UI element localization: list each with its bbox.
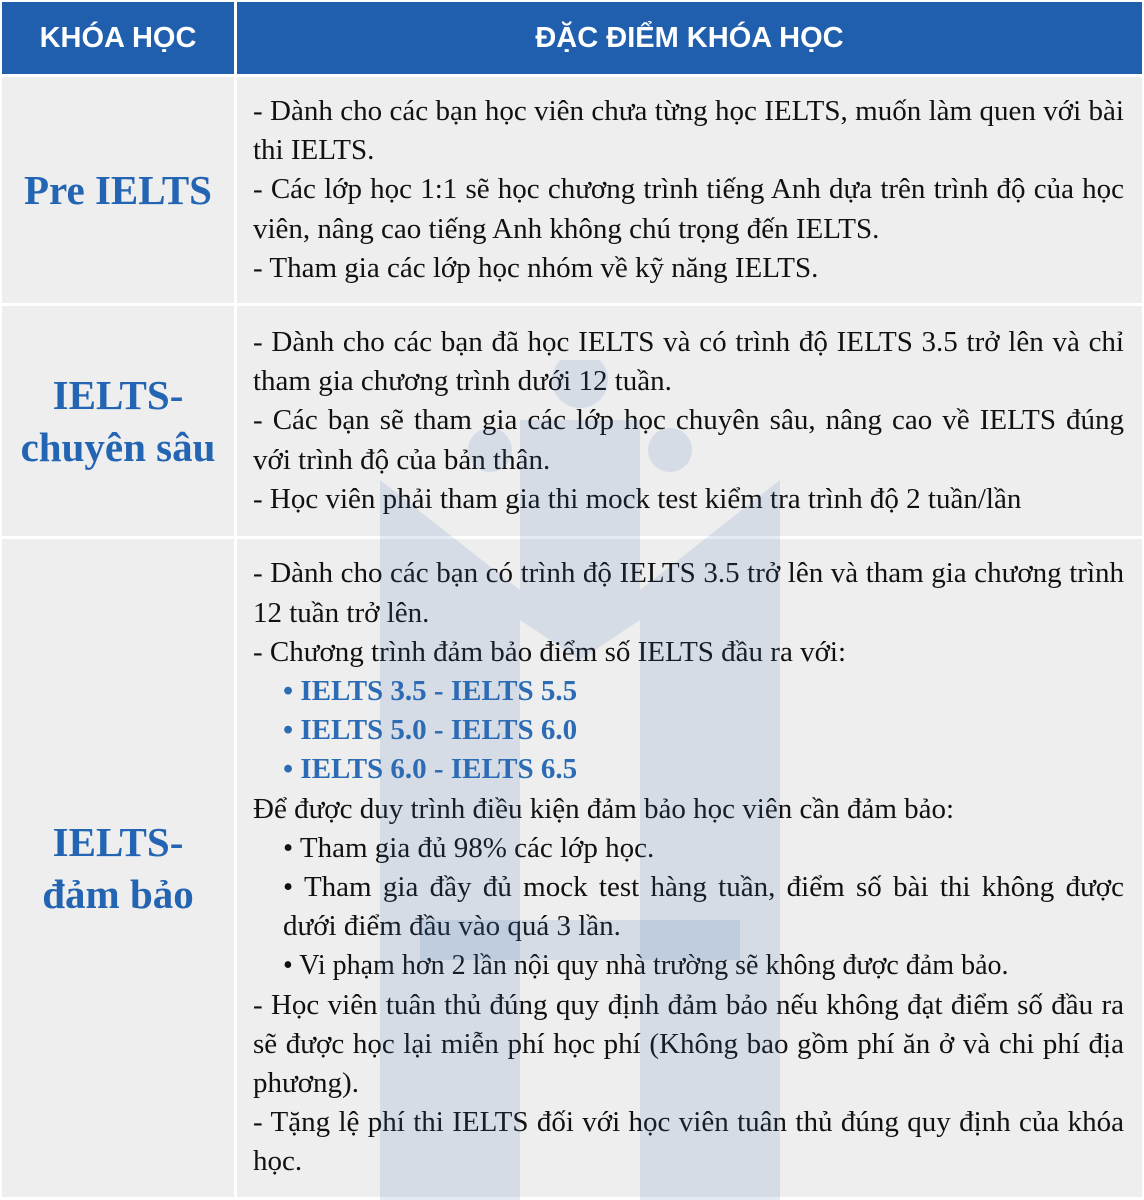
table-row: [2, 77, 1142, 306]
table-header-row: [2, 2, 1142, 77]
course-name-cell: [2, 539, 237, 1200]
course-description-cell: [237, 539, 1142, 1200]
description-line: - Chương trình đảm bảo điểm số IELTS đầu ra với:: [253, 635, 847, 668]
description-line: - Dành cho các bạn có trình độ IELTS 3.5 trở lên và tham gia chương trình 12 tuần trở lên.: [253, 557, 1124, 629]
description-line: - Các lớp học 1:1 sẽ học chương trình tiếng Anh dựa trên trình độ của học viên, nâng cao tiếng Anh không chú trọng đến IELTS.: [253, 173, 1124, 245]
course-description-cell: [237, 306, 1142, 539]
description-line: - Học viên phải tham gia thi mock test kiểm tra trình độ 2 tuần/lần: [253, 482, 1022, 515]
course-name: IELTS-: [52, 819, 184, 865]
course-name: Pre IELTS: [24, 167, 212, 213]
course-name-cell: [2, 306, 237, 539]
score-target-item: • IELTS 3.5 - IELTS 5.5: [283, 674, 578, 707]
description-line: - Tham gia các lớp học nhóm về kỹ năng IELTS.: [253, 251, 819, 284]
condition-item: • Vi phạm hơn 2 lần nội quy nhà trường sẽ không được đảm bảo.: [283, 950, 1009, 982]
description-line: - Dành cho các bạn học viên chưa từng học IELTS, muốn làm quen với bài thi IELTS.: [253, 94, 1124, 167]
course-name-cell: [2, 77, 237, 306]
table-row: [2, 539, 1142, 1200]
course-description-cell: [237, 77, 1142, 306]
description-line: - Học viên tuân thủ đúng quy định đảm bảo nếu không đạt điểm số đầu ra sẽ được học lại miễn phí học phí (Không bao gồm phí ăn ở và chi phí địa phương).: [253, 988, 1124, 1100]
conditions-intro: Để được duy trình điều kiện đảm bảo học viên cần đảm bảo:: [253, 792, 955, 825]
column-header-course: KHÓA HỌC: [2, 2, 237, 77]
course-table: [2, 2, 1142, 1200]
score-target-item: • IELTS 6.0 - IELTS 6.5: [283, 753, 578, 786]
course-name: chuyên sâu: [20, 424, 216, 470]
condition-item: • Tham gia đủ 98% các lớp học.: [283, 831, 655, 864]
description-line: - Dành cho các bạn đã học IELTS và có trình độ IELTS 3.5 trở lên và chỉ tham gia chương trình dưới 12 tuần.: [253, 325, 1124, 398]
condition-item: • Tham gia đầy đủ mock test hàng tuần, điểm số bài thi không được dưới điểm đầu vào quá 3 lần.: [283, 871, 1124, 943]
description-line: - Tặng lệ phí thi IELTS đối với học viên tuân thủ đúng quy định của khóa học.: [253, 1106, 1124, 1178]
column-header-features: ĐẶC ĐIỂM KHÓA HỌC: [237, 2, 1142, 77]
score-target-item: • IELTS 5.0 - IELTS 6.0: [283, 714, 578, 747]
description-line: - Các bạn sẽ tham gia các lớp học chuyên sâu, nâng cao về IELTS đúng với trình độ của bản thân.: [253, 404, 1124, 476]
course-name: đảm bảo: [42, 871, 194, 917]
course-name: IELTS-: [52, 372, 184, 418]
table-row: [2, 306, 1142, 539]
